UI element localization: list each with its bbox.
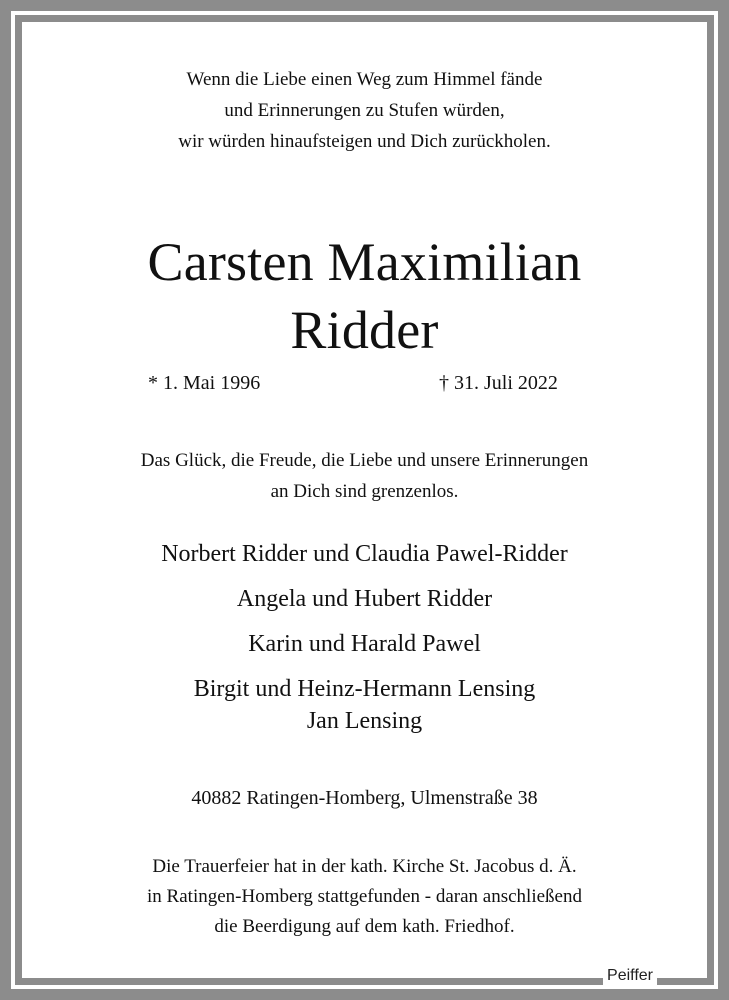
mourner-entry: Norbert Ridder und Claudia Pawel-Ridder: [161, 541, 568, 567]
life-dates: [22, 372, 707, 402]
mourner-entry: Karin und Harald Pawel: [248, 631, 481, 657]
mourner-entry: Jan Lensing: [306, 708, 423, 734]
memorial-quote: [22, 445, 707, 507]
mourner-entry: Angela und Hubert Ridder: [236, 586, 493, 612]
quote-line-2: an Dich sind grenzenlos.: [270, 481, 459, 502]
poem-line-2: und Erinnerungen zu Stufen würden,: [224, 100, 505, 121]
birth-date: * 1. Mai 1996: [148, 372, 261, 394]
ceremony-line-1: Die Trauerfeier hat in der kath. Kirche St. Jacobus d. Ä.: [152, 856, 577, 877]
poem: [22, 64, 707, 157]
mourners-list: [22, 534, 707, 736]
poem-line-3: wir würden hinaufsteigen und Dich zurückholen.: [178, 131, 551, 152]
publisher-signature: Peiffer: [603, 966, 657, 986]
obituary-notice: [22, 22, 707, 978]
name-line-1: Carsten Maximilian: [147, 232, 582, 292]
poem-line-1: Wenn die Liebe einen Weg zum Himmel fände: [186, 69, 543, 90]
ceremony-line-3: die Beerdigung auf dem kath. Friedhof.: [214, 916, 515, 937]
quote-line-1: Das Glück, die Freude, die Liebe und unsere Erinnerungen: [140, 450, 589, 471]
deceased-name: [22, 228, 707, 364]
death-date: † 31. Juli 2022: [439, 372, 558, 394]
name-line-2: Ridder: [290, 300, 439, 360]
mourner-entry: Birgit und Heinz-Hermann Lensing: [193, 676, 536, 702]
ceremony-line-2: in Ratingen-Homberg stattgefunden - daran anschließend: [147, 886, 582, 907]
ceremony-info: [22, 852, 707, 942]
family-address: 40882 Ratingen-Homberg, Ulmenstraße 38: [191, 787, 538, 809]
